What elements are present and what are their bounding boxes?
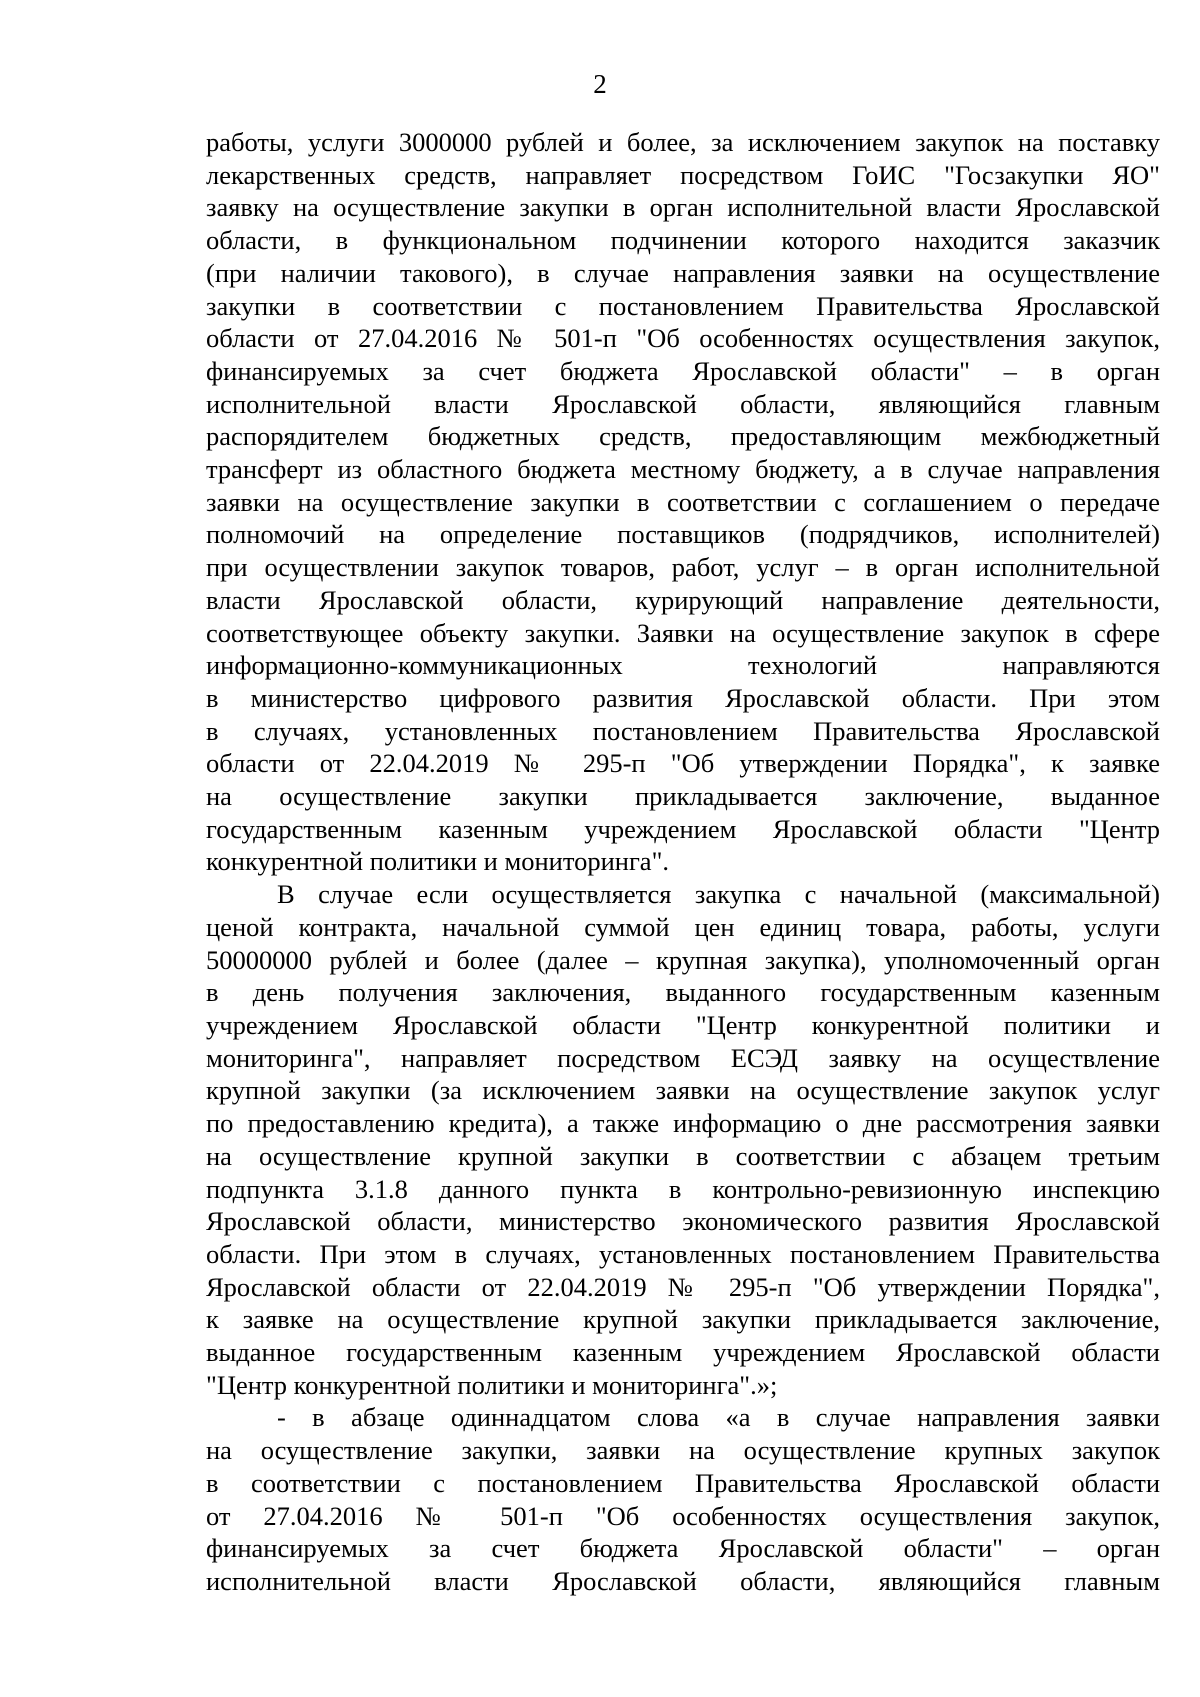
text-line: заявку на осуществление закупки в орган исполнительной власти Ярославской — [206, 192, 1160, 223]
text-line: Ярославской области от 22.04.2019 № 295-п "Об утверждении Порядка", — [206, 1271, 1160, 1302]
text-line: области от 27.04.2016 № 501-п "Об особенностях осуществления закупок, — [206, 323, 1160, 354]
text-line: финансируемых за счет бюджета Ярославской области" – в орган — [206, 355, 1160, 386]
paragraph — [206, 1401, 1160, 1597]
text-line: мониторинга", направляет посредством ЕСЭД заявку на осуществление — [206, 1042, 1160, 1073]
text-line: исполнительной власти Ярославской области, являющийся главным — [206, 388, 1160, 419]
text-line: Ярославской области, министерство экономического развития Ярославской — [206, 1206, 1160, 1237]
text-line: полномочий на определение поставщиков (подрядчиков, исполнителей) — [206, 519, 1160, 550]
paragraph — [206, 878, 1160, 1401]
text-line: на осуществление крупной закупки в соответствии с абзацем третьим — [206, 1140, 1160, 1171]
text-line: области, в функциональном подчинении которого находится заказчик — [206, 225, 1160, 256]
text-line: от 27.04.2016 № 501-п "Об особенностях осуществления закупок, — [206, 1500, 1160, 1531]
text-line: заявки на осуществление закупки в соответствии с соглашением о передаче — [206, 486, 1160, 517]
text-line: (при наличии такового), в случае направления заявки на осуществление — [206, 257, 1160, 288]
text-line: информационно-коммуникационных технологий направляются — [206, 650, 1160, 681]
text-line: в соответствии с постановлением Правительства Ярославской области — [206, 1467, 1160, 1498]
text-line: по предоставлению кредита), а также информацию о дне рассмотрения заявки — [206, 1108, 1160, 1139]
text-line: подпункта 3.1.8 данного пункта в контрольно-ревизионную инспекцию — [206, 1173, 1160, 1204]
text-line: трансферт из областного бюджета местному бюджету, а в случае направления — [206, 454, 1160, 485]
text-line: финансируемых за счет бюджета Ярославской области" – орган — [206, 1533, 1160, 1564]
text-line: при осуществлении закупок товаров, работ, услуг – в орган исполнительной — [206, 552, 1160, 583]
text-line: области от 22.04.2019 № 295-п "Об утверждении Порядка", к заявке — [206, 748, 1160, 779]
text-line: 50000000 рублей и более (далее – крупная закупка), уполномоченный орган — [206, 944, 1160, 975]
text-line: власти Ярославской области, курирующий направление деятельности, — [206, 584, 1160, 615]
text-line: исполнительной власти Ярославской области, являющийся главным — [206, 1565, 1160, 1596]
text-line: конкурентной политики и мониторинга". — [206, 846, 670, 877]
text-line: В случае если осуществляется закупка с начальной (максимальной) — [277, 879, 1160, 910]
text-line: - в абзаце одиннадцатом слова «а в случае направления заявки — [277, 1402, 1160, 1433]
text-line: крупной закупки (за исключением заявки на осуществление закупок услуг — [206, 1075, 1160, 1106]
text-line: соответствующее объекту закупки. Заявки на осуществление закупок в сфере — [206, 617, 1160, 648]
text-line: распорядителем бюджетных средств, предоставляющим межбюджетный — [206, 421, 1160, 452]
text-line: выданное государственным казенным учреждением Ярославской области — [206, 1337, 1160, 1368]
text-line: на осуществление закупки, заявки на осуществление крупных закупок — [206, 1435, 1160, 1466]
text-line: области. При этом в случаях, установленных постановлением Правительства — [206, 1238, 1160, 1269]
text-line: лекарственных средств, направляет посредством ГоИС "Госзакупки ЯО" — [206, 159, 1160, 190]
text-line: на осуществление закупки прикладывается заключение, выданное — [206, 781, 1160, 812]
text-line: ценой контракта, начальной суммой цен единиц товара, работы, услуги — [206, 911, 1160, 942]
page-number: 2 — [593, 69, 607, 99]
text-line: государственным казенным учреждением Ярославской области "Центр — [206, 813, 1160, 844]
text-line: в министерство цифрового развития Ярославской области. При этом — [206, 682, 1160, 713]
paragraph — [206, 126, 1160, 878]
text-line: в случаях, установленных постановлением Правительства Ярославской — [206, 715, 1160, 746]
text-line: в день получения заключения, выданного государственным казенным — [206, 977, 1160, 1008]
text-line: работы, услуги 3000000 рублей и более, за исключением закупок на поставку — [206, 127, 1160, 157]
text-line: учреждением Ярославской области "Центр конкурентной политики и — [206, 1009, 1160, 1040]
document-body — [206, 126, 1160, 1598]
text-line: "Центр конкурентной политики и мониторинга".»; — [206, 1369, 778, 1400]
text-line: закупки в соответствии с постановлением Правительства Ярославской — [206, 290, 1160, 321]
text-line: к заявке на осуществление крупной закупки прикладывается заключение, — [206, 1304, 1160, 1335]
